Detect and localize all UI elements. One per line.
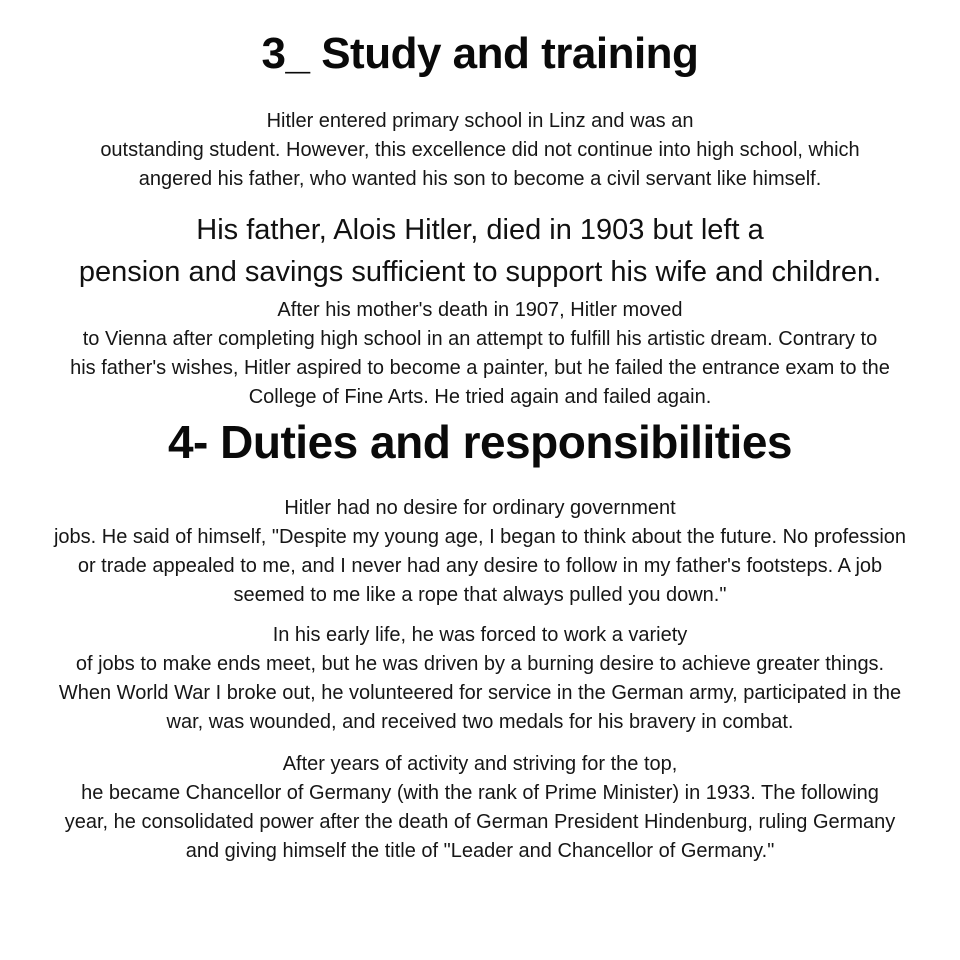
text-line: outstanding student. However, this excellence did not continue into high school, which: [100, 139, 860, 161]
text-line: After his mother's death in 1907, Hitler moved: [277, 299, 683, 321]
text-line: seemed to me like a rope that always pulled you down.": [233, 584, 727, 606]
text-line: to Vienna after completing high school in an attempt to fulfill his artistic dream. Contrary to: [82, 328, 878, 350]
section-3-paragraph-2: [20, 209, 940, 293]
section-4-paragraph-2: [20, 621, 940, 737]
text-line: angered his father, who wanted his son to become a civil servant like himself.: [138, 168, 822, 190]
text-line: year, he consolidated power after the death of German President Hindenburg, ruling Germany: [64, 811, 896, 833]
text-line: his father's wishes, Hitler aspired to become a painter, but he failed the entrance exam to the: [70, 357, 890, 379]
text-line: When World War I broke out, he volunteered for service in the German army, participated in the: [58, 682, 902, 704]
text-line: and giving himself the title of "Leader and Chancellor of Germany.": [185, 840, 775, 862]
text-line: Hitler entered primary school in Linz and was an: [266, 110, 694, 132]
section-4-heading: 4- Duties and responsibilities: [167, 416, 793, 468]
text-line: College of Fine Arts. He tried again and failed again.: [248, 386, 712, 408]
text-line: war, was wounded, and received two medals for his bravery in combat.: [166, 711, 794, 733]
section-3-paragraph-3: [20, 296, 940, 412]
section-3-heading: 3_ Study and training: [261, 29, 699, 78]
section-4-paragraph-3: [20, 750, 940, 866]
text-line: he became Chancellor of Germany (with the rank of Prime Minister) in 1933. The following: [81, 782, 879, 804]
text-line: Hitler had no desire for ordinary government: [284, 497, 676, 519]
text-line: After years of activity and striving for the top,: [282, 753, 678, 775]
text-line: of jobs to make ends meet, but he was driven by a burning desire to achieve greater things.: [75, 653, 885, 675]
section-4-paragraph-1: [20, 494, 940, 610]
text-line: In his early life, he was forced to work a variety: [272, 624, 688, 646]
section-3-paragraph-1: [20, 107, 940, 194]
text-line: or trade appealed to me, and I never had any desire to follow in my father's footsteps. A job: [77, 555, 883, 577]
text-line: pension and savings sufficient to support his wife and children.: [78, 256, 882, 288]
text-line: jobs. He said of himself, "Despite my young age, I began to think about the future. No profession: [53, 526, 907, 548]
text-line: His father, Alois Hitler, died in 1903 but left a: [196, 214, 764, 246]
